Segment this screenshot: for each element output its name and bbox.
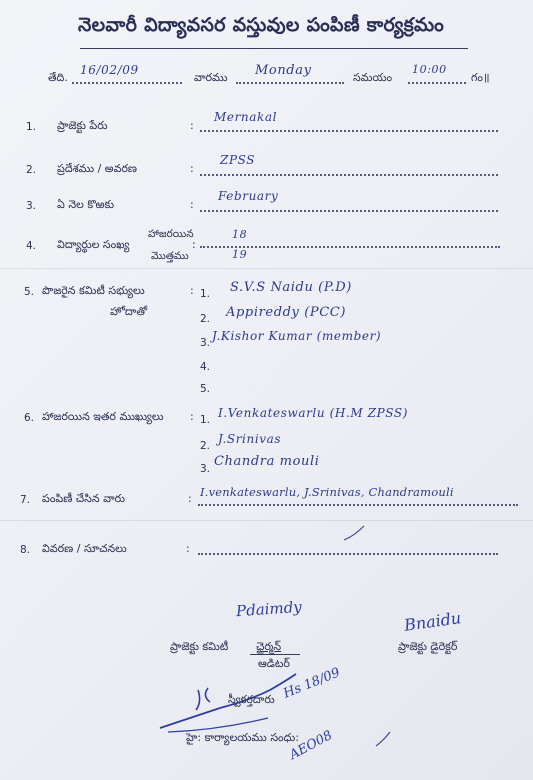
- office-label: హై: కార్యాలయము సంధు:: [186, 731, 299, 744]
- director-label: ప్రాజెక్టు డైరెక్టర్: [398, 640, 458, 653]
- field-number: 5.: [24, 286, 35, 298]
- committee-item-number: 5.: [200, 383, 211, 395]
- committee-item-number: 2.: [200, 313, 211, 325]
- remarks-label: వివరణ / సూచనలు: [42, 542, 127, 555]
- committee-item-number: 3.: [200, 337, 211, 349]
- committee-member: Appireddy (PCC): [226, 305, 347, 320]
- weekday-label: వారము: [194, 71, 228, 84]
- paper-crease: [0, 268, 533, 269]
- time-value: 10:00: [412, 63, 447, 76]
- others-item-number: 1.: [200, 414, 211, 426]
- form-title: నెలవారీ విద్యావసర వస్తువుల పంపిణీ కార్యక్రమం: [78, 14, 445, 36]
- colon: :: [190, 198, 194, 211]
- time-label: సమయం: [353, 71, 393, 84]
- committee-label: పొజరైన కమిటీ సభ్యులు: [42, 284, 145, 297]
- date-value: 16/02/09: [80, 63, 139, 77]
- distributed-label: పంపిణీ చేసిన వారు: [42, 492, 125, 505]
- field-number: 2.: [26, 164, 37, 176]
- field-line: [198, 504, 518, 506]
- colon: :: [190, 119, 194, 132]
- students-present-value: 18: [232, 228, 248, 241]
- field-label-project: ప్రాజెక్టు పేరు: [57, 119, 108, 132]
- date-line: [72, 82, 182, 84]
- committee-item-number: 4.: [200, 361, 211, 373]
- field-line: [200, 174, 498, 176]
- distributed-value: I.venkateswarlu, J.Srinivas, Chandramouli: [200, 485, 454, 499]
- chairman-label: ఛైర్మన్: [256, 640, 282, 653]
- field-number: 4.: [26, 240, 37, 252]
- field-line: [200, 130, 498, 132]
- committee-member: J.Kishor Kumar (member): [212, 329, 382, 343]
- field-label-students: విద్యార్థుల సంఖ్య: [57, 238, 130, 251]
- committee-sign-label: ప్రాజెక్టు కమిటీ: [170, 640, 229, 653]
- remarks-line: [198, 553, 498, 555]
- field-number: 3.: [26, 200, 37, 212]
- field-label-location: ప్రదేశము / అవరణ: [57, 162, 138, 175]
- time-unit: గం॥: [471, 71, 490, 84]
- chairman-rule: [250, 654, 300, 655]
- students-total-label: మొత్తము: [151, 250, 189, 262]
- others-label: హాజరయిన ఇతర ముఖ్యులు: [42, 410, 164, 423]
- colon: :: [186, 542, 190, 555]
- colon: :: [190, 162, 194, 175]
- field-number: 1.: [26, 121, 37, 133]
- others-item-number: 3.: [200, 463, 211, 475]
- weekday-line: [236, 82, 344, 84]
- time-line: [408, 82, 466, 84]
- field-value-month: February: [218, 189, 279, 203]
- field-line: [200, 246, 500, 248]
- chairman-signature: Pdaimdy: [235, 597, 303, 621]
- field-value-project: Mernakal: [214, 110, 278, 124]
- date-label: తేది.: [48, 71, 68, 84]
- hm-signature: Hs 18/09: [281, 665, 343, 702]
- committee-member: S.V.S Naidu (P.D): [230, 280, 352, 295]
- field-number: 6.: [24, 412, 35, 424]
- ink-mark: [340, 520, 370, 550]
- colon: :: [192, 238, 196, 251]
- field-line: [200, 210, 498, 212]
- field-number: 8.: [20, 544, 31, 556]
- field-value-location: ZPSS: [220, 153, 256, 167]
- others-item-number: 2.: [200, 440, 211, 452]
- students-present-label: హాజరయిన: [148, 228, 194, 240]
- title-underline: [80, 48, 468, 49]
- auditor-label: ఆడిటర్: [258, 657, 290, 670]
- weekday-value: Monday: [255, 63, 312, 78]
- ink-mark: [372, 728, 396, 752]
- paper-crease: [0, 520, 533, 521]
- colon: :: [190, 284, 194, 297]
- office-stamp: AEO08: [287, 728, 335, 763]
- students-total-value: 19: [232, 248, 248, 261]
- field-number: 7.: [20, 494, 31, 506]
- recipient-label: స్వీకర్తదారు: [228, 693, 275, 706]
- others-member: J.Srinivas: [218, 432, 282, 446]
- others-member: Chandra mouli: [214, 454, 320, 469]
- director-signature: Bnaidu: [402, 608, 463, 635]
- field-label-month: ఏ నెల కొఱకు: [57, 198, 115, 211]
- committee-item-number: 1.: [200, 288, 211, 300]
- colon: :: [188, 492, 192, 505]
- colon: :: [190, 410, 194, 423]
- committee-label-2: హోదాతో: [110, 305, 148, 318]
- others-member: I.Venkateswarlu (H.M ZPSS): [218, 406, 408, 420]
